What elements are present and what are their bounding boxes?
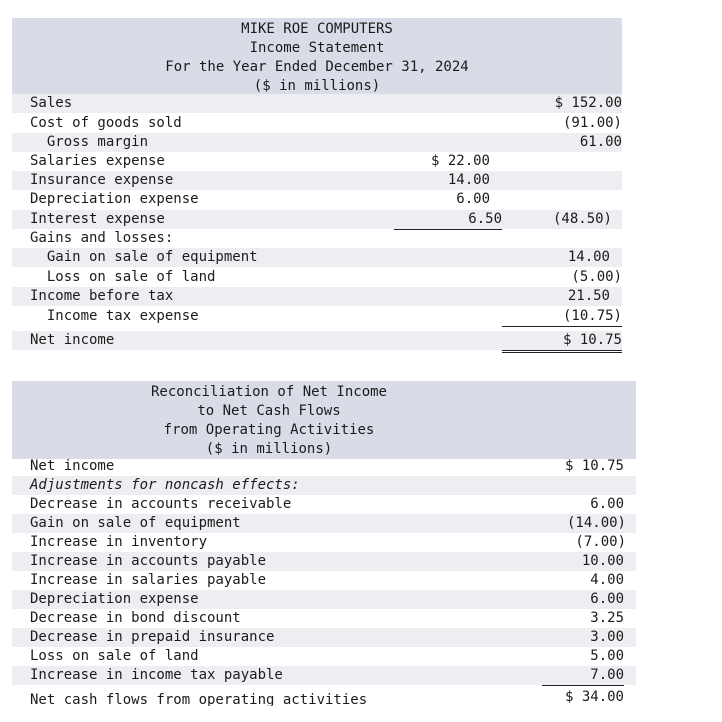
statement-title: Income Statement — [249, 40, 385, 56]
is-row-insurance: Insurance expense 14.00 — [12, 171, 622, 190]
rc-row-inventory: Increase in inventory (7.00) — [30, 534, 626, 550]
is-row-cogs: Cost of goods sold (91.00) — [12, 114, 622, 133]
statement-period: For the Year Ended December 31, 2024 — [165, 59, 469, 75]
rc-row-depreciation: Depreciation expense 6.00 — [12, 590, 636, 609]
is-row-loss-land: Loss on sale of land (5.00) — [12, 268, 622, 287]
rc-row-accounts-payable: Increase in accounts payable 10.00 — [12, 552, 636, 571]
rc-row-bond-discount: Decrease in bond discount 3.25 — [30, 610, 624, 626]
rc-row-loss-land: Loss on sale of land 5.00 — [30, 648, 624, 664]
rc-row-accounts-receivable: Decrease in accounts receivable 6.00 — [30, 496, 624, 512]
statement-units: ($ in millions) — [253, 78, 381, 94]
reconciliation-title: Reconciliation of Net Income — [150, 384, 387, 400]
rc-row-net-income: Net income $ 10.75 — [30, 458, 624, 474]
company-name: MIKE ROE COMPUTERS — [241, 21, 393, 37]
reconciliation-header — [12, 381, 636, 459]
reconciliation-units: ($ in millions) — [205, 441, 333, 457]
is-row-income-before-tax: Income before tax 21.50 — [12, 287, 622, 306]
income-statement-header — [12, 18, 622, 96]
reconciliation-section: from Operating Activities — [163, 422, 375, 438]
reconciliation-subtitle: to Net Cash Flows — [197, 403, 341, 419]
rc-row-net-cash-flows: Net cash flows from operating activities $ 34.00 — [30, 689, 624, 706]
is-row-gains-losses: Gains and losses: — [30, 230, 174, 246]
rc-row-salaries-payable: Increase in salaries payable 4.00 — [30, 572, 624, 588]
rc-row-income-tax-payable: Increase in income tax payable 7.00 — [12, 666, 636, 685]
is-row-gross-margin: Gross margin 61.00 — [12, 133, 622, 152]
is-row-sales: Sales $ 152.00 — [12, 94, 622, 113]
is-row-net-income: Net income $ 10.75 — [12, 331, 622, 350]
is-row-income-tax: Income tax expense (10.75) — [12, 307, 622, 326]
is-row-salaries: Salaries expense $ 22.00 — [30, 153, 490, 169]
rc-row-prepaid-insurance: Decrease in prepaid insurance 3.00 — [12, 628, 636, 647]
rc-row-gain-equipment: Gain on sale of equipment (14.00) — [12, 514, 636, 533]
is-row-depreciation: Depreciation expense 6.00 — [30, 191, 490, 207]
is-row-interest: Interest expense 6.50 (48.50) — [12, 210, 622, 229]
is-row-gain-equipment: Gain on sale of equipment 14.00 — [12, 248, 622, 267]
rc-row-adjustments: Adjustments for noncash effects: — [12, 476, 636, 495]
